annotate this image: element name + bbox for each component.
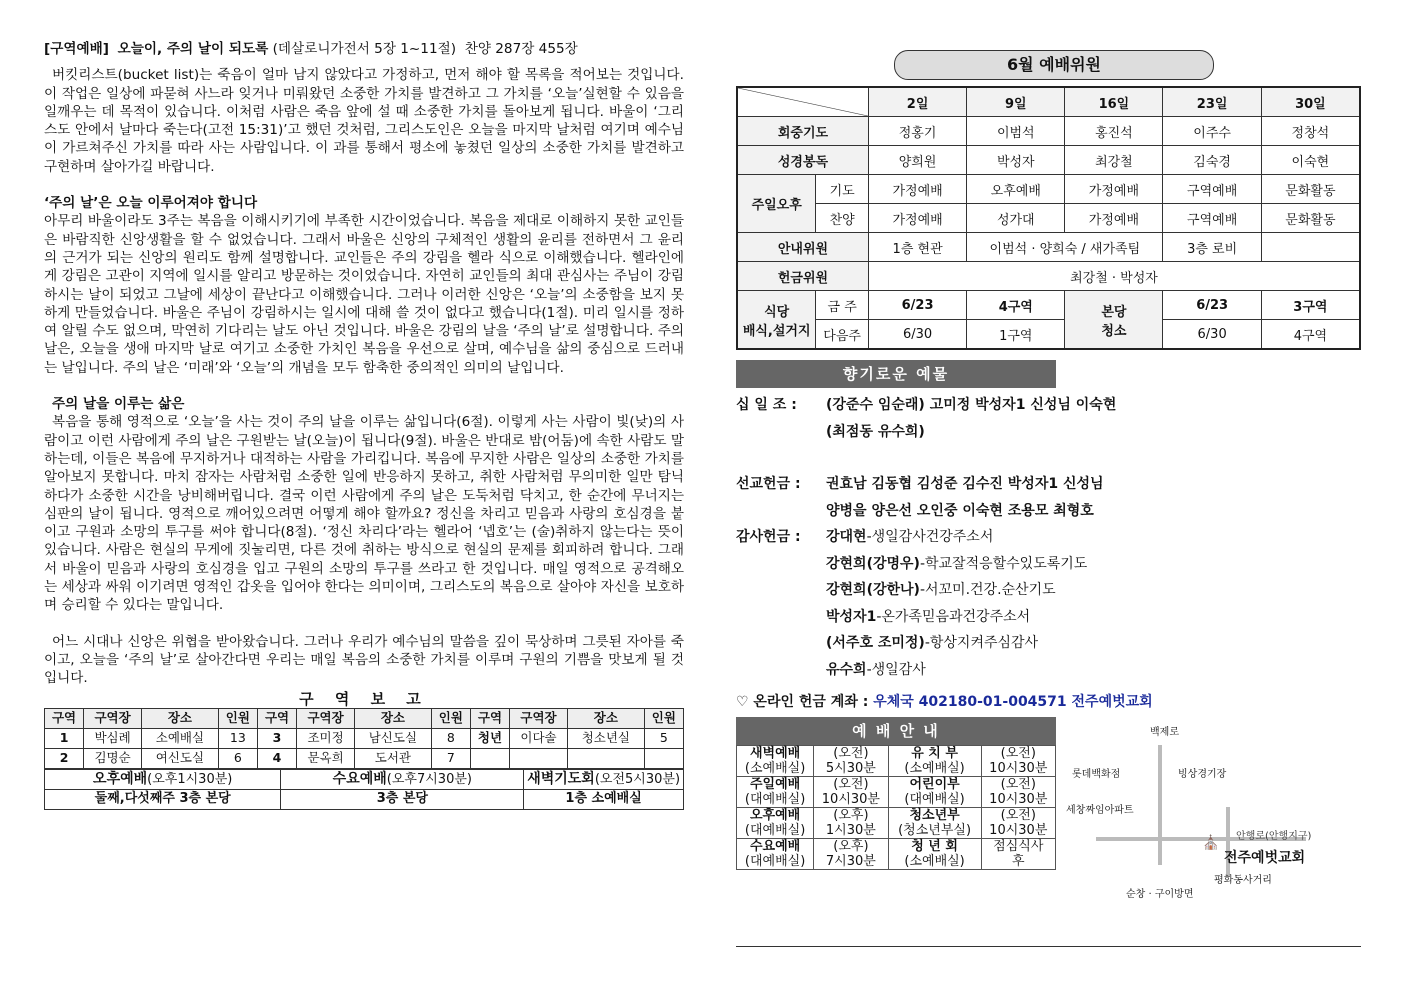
section-heading-1: ‘주의 날’은 오늘 이루어져야 합니다 bbox=[44, 195, 258, 212]
table-row bbox=[737, 777, 1056, 808]
cell: 정홍기 bbox=[868, 117, 966, 146]
tithe-names-1: (강준수 임순래) 고미정 박성자1 신성님 이숙현 bbox=[826, 397, 1117, 413]
cell: 가정예배 bbox=[868, 204, 966, 233]
table-row bbox=[737, 746, 1056, 777]
report-cell: 김명순 bbox=[84, 748, 142, 768]
cell: 오후예배 bbox=[967, 175, 1065, 204]
pm-service-place: 둘째,다섯째주 3층 본당 bbox=[45, 790, 281, 810]
report-header: 인원 bbox=[218, 708, 257, 728]
report-cell: 문옥희 bbox=[297, 748, 355, 768]
cell: 이범석 · 양희숙 / 새가족팀 bbox=[967, 233, 1163, 262]
report-table bbox=[44, 708, 684, 769]
thanks-name: 유수희 bbox=[826, 661, 867, 678]
worship-line: 7시30분 bbox=[825, 854, 876, 869]
thanks-note: -서꼬미.건강.순산기도 bbox=[919, 582, 1056, 598]
worship-cell bbox=[888, 777, 981, 808]
cell: 6/30 bbox=[1163, 320, 1261, 350]
thanks-row bbox=[736, 524, 1361, 551]
thanks-row bbox=[736, 630, 1361, 657]
report-cell: 6 bbox=[218, 748, 257, 768]
thanks-note: -학교잘적응할수있도록기도 bbox=[919, 555, 1088, 572]
row-sublabel: 다음주 bbox=[816, 320, 869, 350]
thanks-spacer bbox=[736, 657, 826, 684]
cell: 김숙경 bbox=[1163, 146, 1261, 175]
report-header: 장소 bbox=[355, 708, 432, 728]
cell: 박성자 bbox=[967, 146, 1065, 175]
thanks-row bbox=[736, 604, 1361, 631]
report-header: 인원 bbox=[644, 708, 683, 728]
section-paragraph-1: 아무리 바울이라도 3주는 복음을 이해시키기에 부족한 시간이었습니다. 복음을 제대로 이해하지 못한 교인들은 바람직한 신앙생활을 할 수 없었습니다. 그래서 바울은 신앙의 구체적인 생활의 윤리를 전하면서 그 윤리의 근거가 되는 신앙의 원리도 함께 설명합니다. 교인들은 주의 강림을 헬라 식으로 이해했습니다. 헬라인에게 강림은 고관이 지역에 일시를 알리고 방문하는 것이었습니다. 자연히 교인들의 최대 관심사는 주님이 강림하시는 날이 되었고 그날에 세상이 끝난다고 이해했습니다. 그러나 이러한 신앙은 ‘오늘’의 소중함을 보지 못하게 만들었습니다. 바울은 주님이 강림하시는 일시에 대해 쓸 것이 없다고 했습니다(1절). 미리 일시를 정하여 알릴 수도 없으며, 막연히 기다리는 날도 아닌 것입니다. 바울은 강림의 날을 ‘주의 날’로 설명합니다. 주의 날은, 오늘을 생애 마지막 날로 여기고 소중한 가치인 복음을 우선으로 살며, 예수님을 삶의 중심으로 드러내는 날입니다. 주의 날은 ‘미래’와 ‘오늘’의 개념을 모두 함축한 중의적인 의미의 날입니다. bbox=[44, 213, 684, 376]
report-cell: 청소년실 bbox=[567, 728, 644, 748]
worship-line: 주일예배 bbox=[749, 777, 801, 792]
date-header: 2일 bbox=[868, 87, 966, 117]
worship-cell bbox=[888, 839, 981, 870]
online-label: ♡ 온라인 헌금 계좌 : bbox=[736, 694, 869, 710]
report-header: 구역장 bbox=[84, 708, 142, 728]
intro-paragraph: 버킷리스트(bucket list)는 죽음이 얼마 남지 않았다고 가정하고, 먼저 해야 할 목록을 적어보는 것입니다. 이 작업은 일상에 파묻혀 사느라 잊거나 미뤄왔던 소중한 가치를 발견하고 그 가치를 ‘오늘’실현할 수 있음을 일깨우는 데 목적이 있습니다. 이처럼 사람은 죽음 앞에 설 때 소중한 가치를 돌아보게 됩니다. 바울이 ‘그리스도 안에서 날마다 죽는다(고전 15:31)’고 했던 것처럼, 그리스도인은 오늘을 마지막 날처럼 여기며 예수님이 가르쳐주신 가치를 따라 사는 사람입니다. 이 과를 통해서 평소에 놓쳤던 일상의 소중한 가치를 발견하고 구현하며 살아가길 바랍니다. bbox=[44, 67, 684, 175]
worship-line: (소예배실) bbox=[904, 761, 965, 776]
row-label: 헌금위원 bbox=[737, 262, 868, 291]
clean-label-1: 본당 bbox=[1101, 304, 1127, 320]
report-cell: 남신도실 bbox=[355, 728, 432, 748]
report-cell bbox=[567, 748, 644, 768]
report-title: 구 역 보 고 bbox=[299, 689, 429, 708]
row-label: 안내위원 bbox=[737, 233, 868, 262]
report-header: 장소 bbox=[567, 708, 644, 728]
worship-line: (대예배실) bbox=[904, 792, 965, 807]
meal-label-2: 배식,설거지 bbox=[742, 323, 811, 339]
worship-line: 10시30분 bbox=[989, 761, 1048, 776]
duty-table bbox=[736, 86, 1361, 350]
date-header: 9일 bbox=[967, 87, 1065, 117]
bottom-rule bbox=[736, 946, 1361, 947]
worship-line: (소예배실) bbox=[904, 854, 965, 869]
right-column bbox=[736, 50, 1361, 927]
worship-line: (청소년부실) bbox=[898, 823, 972, 838]
table-row bbox=[737, 808, 1056, 839]
dawn-prayer-time: (오전5시30분) bbox=[594, 771, 681, 787]
cell: 6/23 bbox=[868, 291, 966, 320]
worship-title: 예 배 안 내 bbox=[736, 717, 1056, 745]
lesson-title: 오늘이, 주의 날이 되도록 bbox=[117, 41, 269, 57]
report-cell: 4 bbox=[257, 748, 296, 768]
thanks-name: 강현희(강한나) bbox=[826, 582, 920, 598]
worship-line: 10시30분 bbox=[821, 792, 880, 807]
worship-cell bbox=[814, 746, 888, 777]
report-header: 장소 bbox=[142, 708, 219, 728]
cell: 이주수 bbox=[1163, 117, 1261, 146]
report-cell bbox=[510, 748, 568, 768]
mission-names-1: 권효남 김동협 김성준 김수진 박성자1 신성님 bbox=[826, 476, 1104, 492]
cell: 구역예배 bbox=[1163, 175, 1261, 204]
thanks-note: -온가족믿음과건강주소서 bbox=[876, 608, 1031, 625]
report-cell: 여신도실 bbox=[142, 748, 219, 768]
worship-cell bbox=[814, 808, 888, 839]
report-cell: 1 bbox=[45, 728, 84, 748]
table-row bbox=[45, 748, 684, 768]
clean-label bbox=[1065, 291, 1163, 350]
table-row bbox=[737, 204, 1360, 233]
worship-line: 10시30분 bbox=[989, 823, 1048, 838]
worship-cell bbox=[814, 839, 888, 870]
map-church-name: 전주예벗교회 bbox=[1224, 850, 1306, 866]
worship-line: (소예배실) bbox=[744, 761, 806, 776]
worship-table bbox=[736, 745, 1056, 870]
cell: 정창석 bbox=[1261, 117, 1360, 146]
table-row bbox=[45, 728, 684, 748]
worship-line: (오전) bbox=[833, 777, 869, 792]
row-sublabel: 찬양 bbox=[816, 204, 869, 233]
report-header: 인원 bbox=[431, 708, 470, 728]
wed-service-place: 3층 본당 bbox=[281, 790, 524, 810]
worship-cell bbox=[737, 839, 814, 870]
left-column bbox=[44, 40, 684, 810]
online-offering bbox=[736, 691, 1361, 711]
thanks-note: -생일감사건강주소서 bbox=[866, 529, 994, 545]
offerings-list bbox=[736, 392, 1361, 683]
thanks-spacer bbox=[736, 551, 826, 578]
cell: 4구역 bbox=[1261, 320, 1360, 350]
map-label: 순창 · 구이방면 bbox=[1126, 889, 1194, 900]
worship-cell bbox=[737, 746, 814, 777]
worship-cell bbox=[814, 777, 888, 808]
report-header: 구역 bbox=[257, 708, 296, 728]
table-row bbox=[737, 233, 1360, 262]
map-label: 롯데백화점 bbox=[1072, 769, 1121, 780]
worship-section bbox=[736, 717, 1361, 927]
thanks-row bbox=[736, 577, 1361, 604]
cell: 가정예배 bbox=[868, 175, 966, 204]
worship-line: (오전) bbox=[1000, 808, 1036, 823]
cell: 구역예배 bbox=[1163, 204, 1261, 233]
thanks-row bbox=[736, 657, 1361, 684]
clean-label-2: 청소 bbox=[1101, 323, 1127, 339]
cell: 문화활동 bbox=[1261, 175, 1360, 204]
worship-line: (대예배실) bbox=[744, 854, 806, 869]
report-cell bbox=[644, 748, 683, 768]
cell: 3구역 bbox=[1261, 291, 1360, 320]
thanks-list bbox=[736, 524, 1361, 683]
row-label: 주일오후 bbox=[737, 175, 816, 233]
worship-cell bbox=[981, 777, 1055, 808]
cell: 6/23 bbox=[1163, 291, 1261, 320]
cell: 홍진석 bbox=[1065, 117, 1163, 146]
pm-service-label: 오후예배 bbox=[93, 770, 148, 787]
report-cell: 13 bbox=[218, 728, 257, 748]
worship-line: 청 년 회 bbox=[911, 839, 958, 854]
report-header: 구역장 bbox=[510, 708, 568, 728]
report-cell: 3 bbox=[257, 728, 296, 748]
lesson-tag: [구역예배] bbox=[44, 41, 109, 57]
thanks-spacer bbox=[736, 630, 826, 657]
cell: 양희원 bbox=[868, 146, 966, 175]
dawn-prayer-label: 새벽기도회 bbox=[527, 770, 595, 787]
table-row bbox=[737, 117, 1360, 146]
worship-cell bbox=[737, 777, 814, 808]
worship-cell bbox=[888, 746, 981, 777]
report-header: 구역 bbox=[470, 708, 509, 728]
map-label: 평화동사거리 bbox=[1214, 875, 1272, 886]
cell: 가정예배 bbox=[1065, 175, 1163, 204]
tithe-names-2: (최점동 유수희) bbox=[826, 423, 925, 440]
hymn-numbers: 찬양 287장 455장 bbox=[464, 41, 578, 57]
table-row bbox=[737, 175, 1360, 204]
meal-label-1: 식당 bbox=[764, 304, 790, 320]
worship-cell bbox=[981, 808, 1055, 839]
thanks-note: -항상지켜주심감사 bbox=[924, 635, 1039, 651]
thanks-name: 박성자1 bbox=[826, 608, 877, 625]
worship-line: (오후) bbox=[833, 839, 869, 854]
cell: 4구역 bbox=[967, 291, 1065, 320]
report-header: 구역장 bbox=[297, 708, 355, 728]
wed-service-time: (오후7시30분) bbox=[386, 771, 472, 787]
cell: 이숙현 bbox=[1261, 146, 1360, 175]
cell: 이범석 bbox=[967, 117, 1065, 146]
worship-line: 새벽예배 bbox=[749, 746, 801, 761]
mission-names-2: 양병을 양은선 오인중 이숙현 조용모 최형호 bbox=[826, 502, 1094, 519]
mission-label: 선교헌금 : bbox=[736, 476, 801, 492]
cell: 6/30 bbox=[868, 320, 966, 350]
closing-paragraph: 어느 시대나 신앙은 위협을 받아왔습니다. 그러나 우리가 예수님의 말씀을 깊이 묵상하며 그릇된 자아를 죽이고, 오늘을 ‘주의 날’로 살아간다면 우리는 매일 복음의 소중한 가치를 이루며 구원의 기쁨을 맛보게 될 것입니다. bbox=[44, 633, 684, 687]
worship-line: 1시30분 bbox=[825, 823, 876, 838]
thanks-name: 강현희(강명우) bbox=[826, 555, 920, 572]
worship-cell bbox=[888, 808, 981, 839]
report-cell: 박심례 bbox=[84, 728, 142, 748]
worship-line: (오후) bbox=[833, 808, 869, 823]
church-map bbox=[1066, 717, 1362, 917]
cell: 1층 현관 bbox=[868, 233, 966, 262]
row-label: 회중기도 bbox=[737, 117, 868, 146]
dawn-prayer-place: 1층 소예배실 bbox=[524, 790, 684, 810]
worship-line: (오전) bbox=[1000, 746, 1036, 761]
table-row bbox=[737, 262, 1360, 291]
map-label: 백제로 bbox=[1150, 727, 1179, 738]
report-cell: 이다솔 bbox=[510, 728, 568, 748]
meal-label bbox=[737, 291, 816, 350]
worship-line: (오전) bbox=[1000, 777, 1036, 792]
date-header: 30일 bbox=[1261, 87, 1360, 117]
report-cell: 8 bbox=[431, 728, 470, 748]
section-paragraph-2: 복음을 통해 영적으로 ‘오늘’을 사는 것이 주의 날을 이루는 삶입니다(6절). 이렇게 사는 사람이 빛(낮)의 사람이고 이런 사람에게 주의 날은 구원받는 날(오늘)이 됩니다(9절). 바울은 반대로 밤(어둠)에 속한 사람도 말하는데, 이들은 복음에 무지하거나 대적하는 사람을 가리킵니다. 복음에 무지한 사람은 일상의 소중한 가치를 알아보지 못합니다. 마치 잠자는 사람처럼 소중한 일에 반응하지 못하고, 취한 사람처럼 무의미한 일만 탐닉하다가 소중한 시간을 낭비해버립니다. 결국 이런 사람에게 주의 날은 도둑처럼 닥치고, 한 순간에 무너지는 심판의 날이 됩니다. 영적으로 깨어있으려면 어떻게 해야 할까요? 정신을 차리고 믿음과 사랑의 호심경을 붙이고 구원과 소망의 투구를 써야 합니다(8절). ‘정신 차리다’라는 헬라어 ‘넵호’는 (술)취하지 않는다는 뜻이 있습니다. 사람은 현실의 무게에 짓눌리면, 다른 것에 취하는 방식으로 현실의 문제를 회피하려 합니다. 그래서 바울이 믿음과 사랑의 호심경을 입고 구원의 소망의 투구를 쓰라고 한 것입니다. 매일 영적으로 공격해오는 세상과 싸워 이기려면 영적인 갑옷을 입어야 한다는 의미이며, 그리스도의 복음으로 살아야 자신을 보호하며 승리할 수 있다는 말입니다. bbox=[44, 414, 684, 614]
row-sublabel: 금 주 bbox=[816, 291, 869, 320]
worship-line: (대예배실) bbox=[744, 823, 806, 838]
cell: 성가대 bbox=[967, 204, 1065, 233]
report-cell: 2 bbox=[45, 748, 84, 768]
offerings-title: 향기로운 예물 bbox=[736, 360, 1056, 388]
corner-cell bbox=[737, 87, 868, 117]
cell bbox=[1261, 233, 1360, 262]
report-cell: 7 bbox=[431, 748, 470, 768]
thanks-row bbox=[736, 551, 1361, 578]
report-cell: 도서관 bbox=[355, 748, 432, 768]
thanks-name: (서주호 조미정) bbox=[826, 635, 925, 651]
worship-line: 청소년부 bbox=[909, 808, 960, 823]
thanks-note: -생일감사 bbox=[866, 661, 926, 678]
worship-line: (오전) bbox=[833, 746, 869, 761]
worship-cell bbox=[981, 839, 1055, 870]
report-cell bbox=[470, 748, 509, 768]
worship-line: 어린이부 bbox=[909, 777, 960, 792]
section-heading-2: 주의 날을 이루는 삶은 bbox=[52, 396, 185, 413]
service-times-table bbox=[44, 769, 684, 810]
thanks-spacer bbox=[736, 604, 826, 631]
worship-cell bbox=[981, 746, 1055, 777]
map-label: 세창짜임아파트 bbox=[1066, 805, 1134, 816]
cell: 최강철 · 박성자 bbox=[868, 262, 1360, 291]
map-label: 빙상경기장 bbox=[1178, 769, 1227, 780]
table-row bbox=[737, 320, 1360, 350]
pm-service-time: (오후1시30분) bbox=[147, 771, 233, 787]
worship-line: 10시30분 bbox=[989, 792, 1048, 807]
cell: 1구역 bbox=[967, 320, 1065, 350]
report-header: 구역 bbox=[45, 708, 84, 728]
church-icon: ⛪ bbox=[1202, 835, 1220, 851]
thanks-name: 강대현 bbox=[826, 529, 867, 545]
worship-line: 유 치 부 bbox=[911, 746, 958, 761]
worship-cell bbox=[737, 808, 814, 839]
row-label: 성경봉독 bbox=[737, 146, 868, 175]
thanks-spacer bbox=[736, 577, 826, 604]
scripture-ref: (데살로니가전서 5장 1~11절) bbox=[272, 41, 457, 57]
cell: 최강철 bbox=[1065, 146, 1163, 175]
duty-title: 6월 예배위원 bbox=[894, 50, 1214, 80]
cell: 3층 로비 bbox=[1163, 233, 1261, 262]
worship-line: 점심식사 bbox=[993, 839, 1044, 854]
row-sublabel: 기도 bbox=[816, 175, 869, 204]
worship-line: 후 bbox=[1011, 854, 1025, 869]
table-row bbox=[737, 839, 1056, 870]
thanks-label: 감사헌금 : bbox=[736, 529, 801, 545]
date-header: 23일 bbox=[1163, 87, 1261, 117]
map-label: 안행로(안행지구) bbox=[1236, 831, 1312, 842]
worship-line: 5시30분 bbox=[825, 761, 876, 776]
worship-line: (대예배실) bbox=[744, 792, 806, 807]
report-cell: 소예배실 bbox=[142, 728, 219, 748]
report-cell: 청년 bbox=[470, 728, 509, 748]
report-cell: 5 bbox=[644, 728, 683, 748]
date-header: 16일 bbox=[1065, 87, 1163, 117]
table-row bbox=[737, 291, 1360, 320]
wed-service-label: 수요예배 bbox=[332, 770, 387, 787]
table-row bbox=[737, 146, 1360, 175]
lesson-header bbox=[44, 40, 684, 58]
cell: 문화활동 bbox=[1261, 204, 1360, 233]
worship-line: 수요예배 bbox=[749, 839, 801, 854]
worship-line: 오후예배 bbox=[749, 808, 801, 823]
online-account: 우체국 402180-01-004571 전주예벗교회 bbox=[873, 694, 1153, 710]
report-cell: 조미정 bbox=[297, 728, 355, 748]
tithe-label: 십 일 조 : bbox=[736, 397, 797, 413]
cell: 가정예배 bbox=[1065, 204, 1163, 233]
